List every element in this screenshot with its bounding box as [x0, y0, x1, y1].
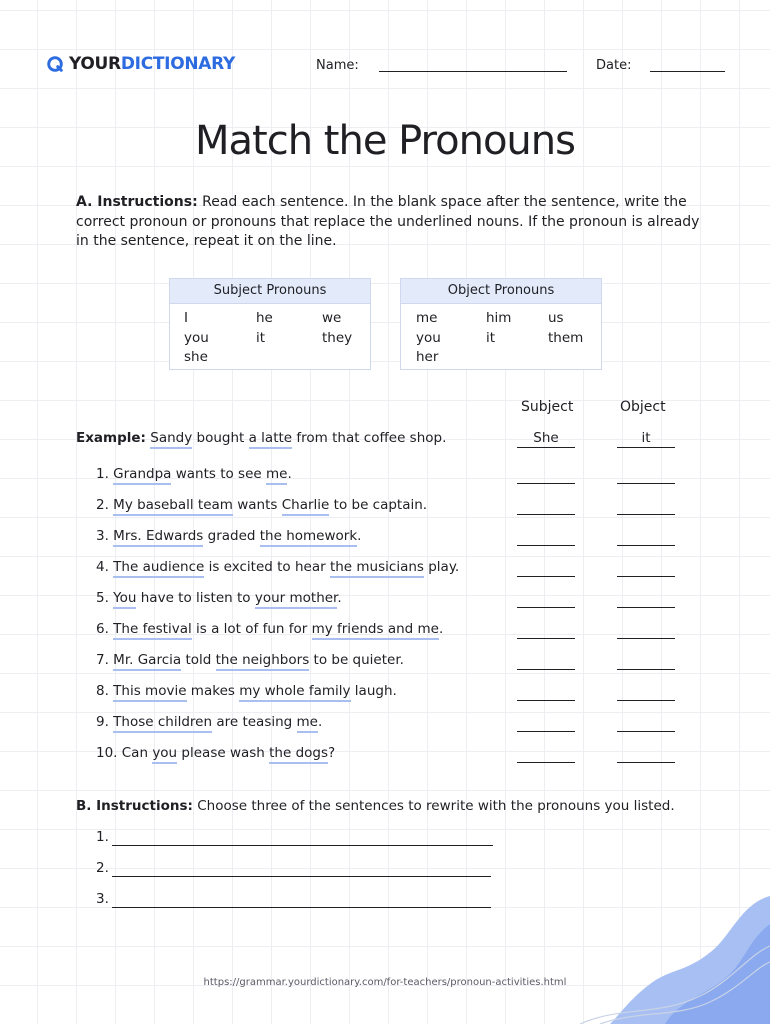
object-answer-blank[interactable]: [617, 683, 675, 701]
section-a-instructions: [76, 193, 716, 252]
text: is excited to hear: [204, 559, 330, 575]
text: .: [438, 621, 444, 637]
text: please wash: [177, 745, 270, 761]
underlined-noun: Grandpa: [113, 466, 171, 485]
subject-answer-blank[interactable]: [517, 621, 575, 639]
subject-answer-blank[interactable]: [517, 714, 575, 732]
underlined-noun: a latte: [249, 430, 292, 449]
exercise-sentence: [96, 714, 322, 730]
exercise-sentence: [96, 621, 443, 637]
subject-answer-blank[interactable]: [517, 745, 575, 763]
section-b-text: Choose three of the sentences to rewrite with the pronouns you listed.: [192, 798, 675, 814]
text: 9.: [96, 714, 114, 730]
text: play.: [423, 559, 460, 575]
subject-col-2: [256, 309, 273, 348]
subject-answer-blank[interactable]: [517, 528, 575, 546]
pronoun: her: [416, 349, 439, 365]
logo-q-icon: [46, 55, 64, 73]
yourdictionary-logo: [46, 54, 235, 74]
underlined-noun: the homework: [260, 528, 357, 547]
object-col-1: [416, 309, 441, 368]
underlined-noun: my friends and me: [312, 621, 439, 640]
underlined-noun: The audience: [113, 559, 204, 578]
pronoun: they: [322, 329, 353, 346]
text: .: [318, 714, 323, 730]
text: 10. Can: [96, 745, 153, 761]
text: makes: [186, 683, 240, 699]
example-sentence: [76, 430, 446, 446]
object-column-header: Object: [620, 399, 666, 415]
text: is a lot of fun for: [191, 621, 312, 637]
section-a-text: Read each sentence. In the blank space after the sentence, write the correct pronoun or pronouns that replace the underlined nouns. If the pronoun is already in the sentence, repeat it on the line.: [76, 194, 700, 249]
rewrite-number: 2.: [96, 860, 109, 876]
object-answer-blank[interactable]: [617, 745, 675, 763]
rewrite-line-1[interactable]: [112, 845, 493, 846]
underlined-noun: my whole family: [239, 683, 350, 702]
underlined-noun: Sandy: [150, 430, 192, 449]
exercise-sentence: [96, 683, 397, 699]
rewrite-line-2[interactable]: [112, 876, 491, 877]
pronoun: them: [548, 329, 584, 346]
text: are teasing: [212, 714, 297, 730]
exercise-sentence: [96, 745, 335, 761]
object-answer-blank[interactable]: [617, 621, 675, 639]
underlined-noun: The festival: [113, 621, 192, 640]
pronoun: she: [184, 349, 208, 365]
exercise-sentence: [96, 466, 292, 482]
object-table-title: Object Pronouns: [401, 279, 601, 304]
exercise-sentence: [96, 559, 459, 575]
text: to be quieter.: [309, 652, 404, 668]
text: graded: [203, 528, 260, 544]
footer-url: https://grammar.yourdictionary.com/for-teachers/pronoun-activities.html: [203, 977, 567, 988]
text: to be captain.: [329, 497, 428, 513]
text: 7.: [96, 652, 114, 668]
text: .: [357, 528, 362, 544]
subject-answer-blank[interactable]: [517, 559, 575, 577]
object-answer-blank[interactable]: [617, 466, 675, 484]
object-answer-blank[interactable]: [617, 714, 675, 732]
object-answer-blank[interactable]: [617, 559, 675, 577]
decorative-wave-graphic: [580, 884, 770, 1024]
text: .: [287, 466, 292, 482]
underlined-noun: Mr. Garcia: [113, 652, 181, 671]
logo-text-your: YOUR: [69, 54, 121, 74]
object-col-3: [548, 309, 583, 348]
subject-pronouns-table: [169, 278, 371, 370]
underlined-noun: you: [152, 745, 177, 764]
underlined-noun: Charlie: [282, 497, 330, 516]
underlined-noun: your mother: [255, 590, 338, 609]
subject-answer-blank[interactable]: [517, 652, 575, 670]
subject-col-3: [322, 309, 352, 348]
section-a-label: A. Instructions:: [76, 194, 198, 210]
text: 2.: [96, 497, 114, 513]
pronoun: I: [184, 310, 188, 326]
object-col-2: [486, 309, 511, 348]
rewrite-number: 3.: [96, 891, 109, 907]
pronoun: we: [322, 310, 342, 326]
pronoun: him: [486, 310, 512, 326]
underlined-noun: the neighbors: [216, 652, 310, 671]
pronoun: me: [416, 310, 438, 326]
name-label: Name:: [316, 58, 359, 73]
underlined-noun: me: [297, 714, 318, 733]
underlined-noun: You: [113, 590, 136, 609]
example-object-answer: it: [617, 430, 675, 448]
rewrite-line-3[interactable]: [112, 907, 491, 908]
subject-col-1: [184, 309, 209, 368]
text: .: [337, 590, 342, 606]
rewrite-number: 1.: [96, 829, 109, 845]
text: wants: [232, 497, 282, 513]
text: bought: [192, 430, 249, 446]
pronoun: us: [548, 310, 564, 326]
object-answer-blank[interactable]: [617, 528, 675, 546]
exercise-sentence: [96, 652, 404, 668]
section-b-instructions: [76, 798, 675, 814]
text: wants to see: [171, 466, 266, 482]
pronoun: you: [416, 329, 441, 346]
text: told: [181, 652, 216, 668]
text: 4.: [96, 559, 114, 575]
page-title: Match the Pronouns: [195, 118, 575, 164]
text: laugh.: [350, 683, 397, 699]
object-answer-blank[interactable]: [617, 652, 675, 670]
date-label: Date:: [596, 58, 632, 73]
exercise-sentence: [96, 528, 361, 544]
underlined-noun: Those children: [113, 714, 212, 733]
name-field[interactable]: [379, 71, 567, 72]
pronoun: he: [256, 310, 273, 326]
text: from that coffee shop.: [292, 430, 447, 446]
example-label: Example:: [76, 430, 146, 446]
pronoun: it: [486, 329, 496, 346]
text: 3.: [96, 528, 114, 544]
pronoun: you: [184, 329, 209, 346]
subject-answer-blank[interactable]: [517, 497, 575, 515]
object-pronouns-table: [400, 278, 602, 370]
exercise-sentence: [96, 497, 427, 513]
underlined-noun: Mrs. Edwards: [113, 528, 203, 547]
subject-table-title: Subject Pronouns: [170, 279, 370, 304]
example-subject-answer: She: [517, 430, 575, 448]
underlined-noun: me: [266, 466, 287, 485]
underlined-noun: My baseball team: [113, 497, 233, 516]
text: 6.: [96, 621, 114, 637]
pronoun: it: [256, 329, 266, 346]
underlined-noun: the musicians: [330, 559, 424, 578]
underlined-noun: the dogs: [269, 745, 328, 764]
logo-text-dictionary: DICTIONARY: [120, 54, 236, 74]
section-b-label: B. Instructions:: [76, 798, 193, 814]
text: 1.: [96, 466, 114, 482]
text: ?: [328, 745, 336, 761]
object-answer-blank[interactable]: [617, 590, 675, 608]
subject-answer-blank[interactable]: [517, 466, 575, 484]
subject-answer-blank[interactable]: [517, 683, 575, 701]
date-field[interactable]: [650, 71, 725, 72]
text: 8.: [96, 683, 114, 699]
object-answer-blank[interactable]: [617, 497, 675, 515]
text: have to listen to: [136, 590, 255, 606]
subject-answer-blank[interactable]: [517, 590, 575, 608]
text: 5.: [96, 590, 114, 606]
underlined-noun: This movie: [113, 683, 186, 702]
subject-column-header: Subject: [521, 399, 574, 415]
exercise-sentence: [96, 590, 342, 606]
